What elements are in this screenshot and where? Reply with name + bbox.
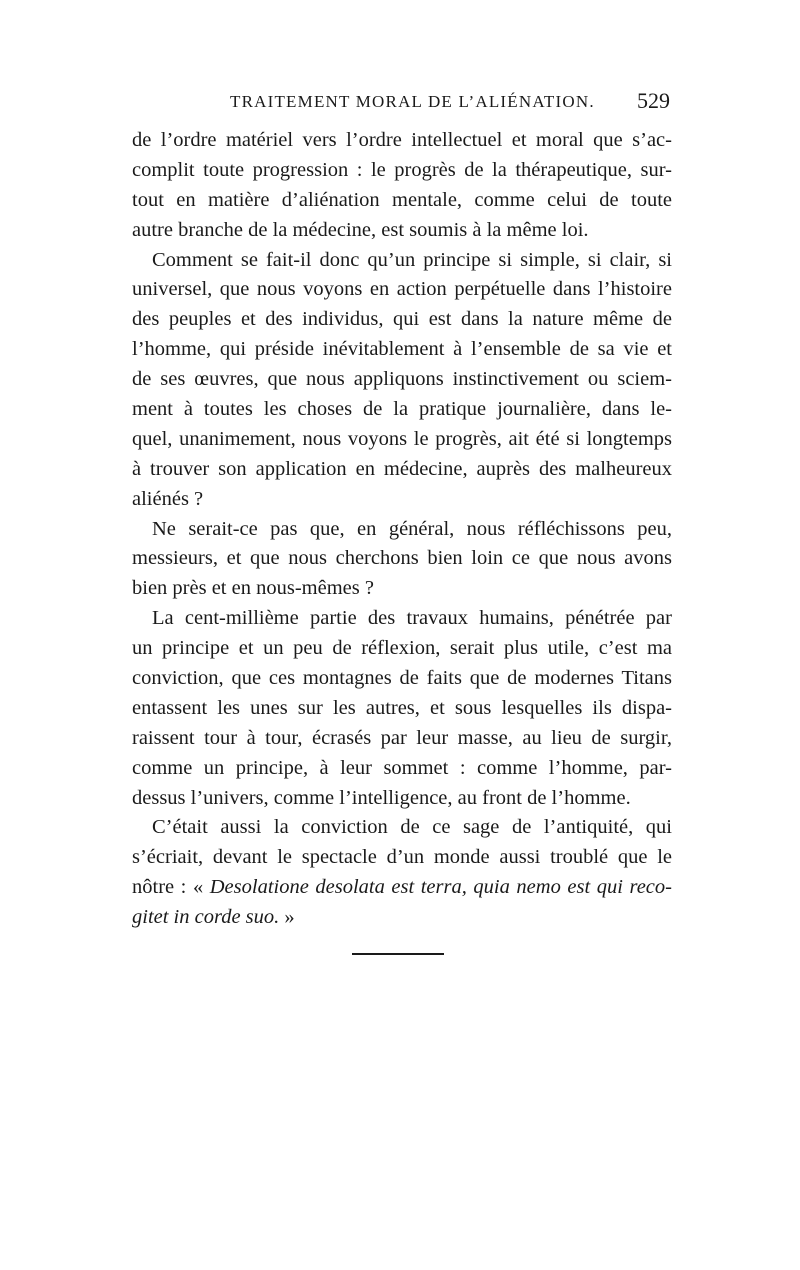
- text-line: comme un principe, à leur sommet : comme l’homme, par-: [132, 756, 672, 779]
- section-end-rule: [352, 953, 444, 955]
- text-line: s’écriait, devant le spectacle d’un monde aussi troublé que le: [132, 846, 672, 869]
- text-line: ment à toutes les choses de la pratique journalière, dans le-: [132, 398, 672, 421]
- text-body: [132, 126, 672, 933]
- text-line: conviction, que ces montagnes de faits que de modernes Titans: [132, 667, 672, 690]
- text-line-quote-end: [132, 903, 672, 933]
- text-line: aliénés ?: [132, 487, 204, 510]
- text-line: entassent les unes sur les autres, et sous lesquelles ils dispa-: [132, 696, 672, 719]
- text-line: à trouver son application en médecine, auprès des malheureux: [132, 457, 672, 480]
- text-line: complit toute progression : le progrès de la thérapeutique, sur-: [132, 158, 672, 181]
- text-line: autre branche de la médecine, est soumis à la même loi.: [132, 218, 589, 241]
- text-line: de ses œuvres, que nous appliquons instinctivement ou sciem-: [132, 368, 672, 391]
- text-line-quote: [132, 873, 672, 903]
- latin-quote-end: gitet in corde suo.: [132, 906, 280, 929]
- text-line: quel, unanimement, nous voyons le progrès, ait été si longtemps: [132, 427, 672, 450]
- text-line: dessus l’univers, comme l’intelligence, au front de l’homme.: [132, 786, 631, 809]
- text-line: Ne serait-ce pas que, en général, nous réfléchissons peu,: [152, 517, 672, 540]
- quote-suffix: »: [279, 906, 295, 929]
- text-line: C’était aussi la conviction de ce sage de l’antiquité, qui: [152, 816, 672, 839]
- text-line: tout en matière d’aliénation mentale, comme celui de toute: [132, 188, 672, 211]
- latin-quote: Desolatione desolata est terra, quia nemo est qui reco-: [209, 876, 672, 899]
- text-line: l’homme, qui préside inévitablement à l’ensemble de sa vie et: [132, 338, 672, 361]
- page-number: 529: [637, 88, 670, 113]
- text-line: bien près et en nous-mêmes ?: [132, 577, 374, 600]
- text-line: raissent tour à tour, écrasés par leur masse, au lieu de surgir,: [132, 726, 672, 749]
- text-line: La cent-millième partie des travaux humains, pénétrée par: [152, 607, 672, 630]
- text-line: Comment se fait-il donc qu’un principe si simple, si clair, si: [152, 248, 672, 271]
- running-head: [132, 88, 672, 116]
- text-line: des peuples et des individus, qui est dans la nature même de: [132, 308, 672, 331]
- running-title: TRAITEMENT MORAL DE L’ALIÉNATION.: [230, 92, 595, 111]
- text-line: un principe et un peu de réflexion, serait plus utile, c’est ma: [132, 637, 672, 660]
- text-line: messieurs, et que nous cherchons bien loin ce que nous avons: [132, 547, 672, 570]
- text-line: de l’ordre matériel vers l’ordre intellectuel et moral que s’ac-: [132, 129, 672, 151]
- text-line: universel, que nous voyons en action perpétuelle dans l’histoire: [132, 278, 672, 301]
- quote-prefix: nôtre : «: [132, 876, 210, 899]
